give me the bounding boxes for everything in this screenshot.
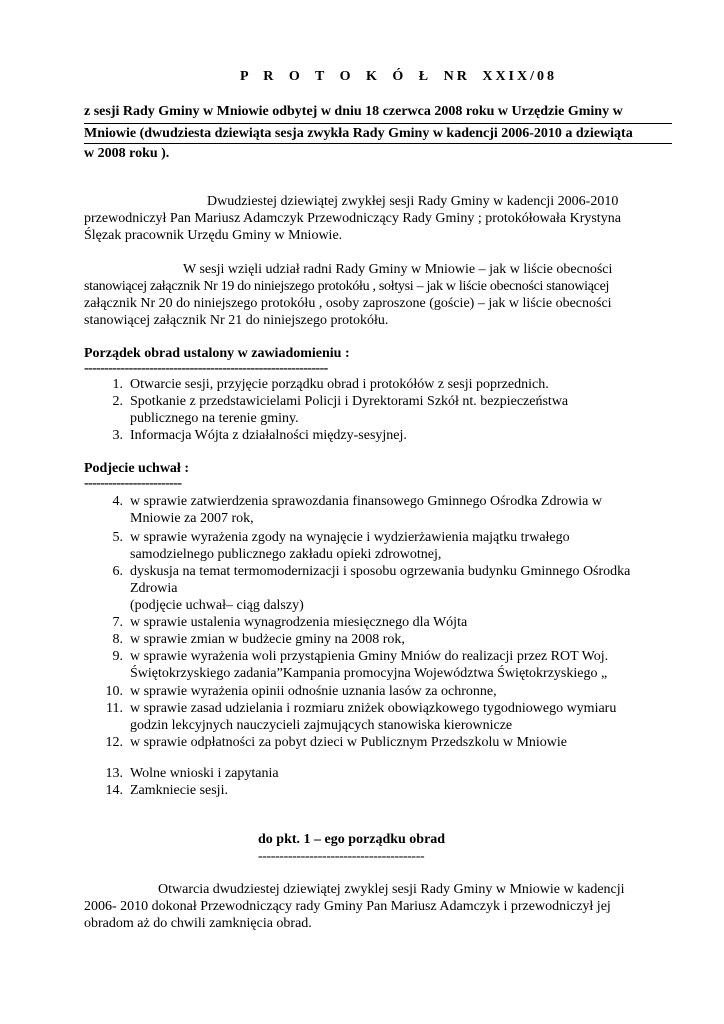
opening-paragraph-line-1: Otwarcia dwudziestej dziewiątej zwyklej sesji Rady Gminy w Mniowie w kadencji	[158, 882, 625, 897]
chair-paragraph-line-2: przewodniczył Pan Mariusz Adamczyk Przewodniczący Rady Gminy ; protokółowała Krystyna	[84, 211, 621, 226]
resolution-number: 9.	[112, 649, 123, 664]
resolution-number: 13.	[105, 766, 123, 781]
resolution-number: 11.	[106, 701, 123, 716]
resolution-text: w sprawie wyrażenia opinii odnośnie uznania lasów za ochronne,	[130, 684, 497, 699]
resolution-text: Zdrowia	[130, 581, 178, 596]
chair-paragraph-line-1: Dwudziestej dziewiątej zwykłej sesji Rady Gminy w kadencji 2006-2010	[207, 194, 619, 209]
resolution-text: w sprawie wyrażenia woli przystąpienia Gminy Mniów do realizacji przez ROT Woj.	[130, 649, 609, 664]
resolution-number: 4.	[112, 494, 123, 509]
resolution-number: 5.	[112, 530, 123, 545]
session-subtitle-line-1: z sesji Rady Gminy w Mniowie odbytej w dniu 18 czerwca 2008 roku w Urzędzie Gminy w	[84, 104, 623, 119]
resolution-text: w sprawie wyrażenia zgody na wynajęcie i wydzierżawienia majątku trwałego	[130, 530, 570, 545]
agenda-item-text: Spotkanie z przedstawicielami Policji i Dyrektorami Szkół nt. bezpieczeństwa	[130, 394, 569, 409]
agenda-item-number: 2.	[112, 394, 123, 409]
agenda-dashes: ------------------------------------------------------------	[84, 361, 328, 376]
subtitle-rule-1	[84, 123, 672, 124]
resolution-text: w sprawie odpłatności za pobyt dzieci w Publicznym Przedszkolu w Mniowie	[130, 735, 568, 750]
resolution-text: Mniowie za 2007 rok,	[130, 511, 254, 526]
chair-paragraph-line-3: Ślęzak pracownik Urzędu Gminy w Mniowie.	[84, 228, 343, 243]
resolution-number: 14.	[105, 783, 123, 798]
opening-paragraph-line-2: 2006- 2010 dokonał Przewodniczący rady Gminy Pan Mariusz Adamczyk i przewodniczył jej	[84, 899, 611, 914]
agenda-item-text: Informacja Wójta z działalności między-sesyjnej.	[130, 428, 407, 443]
resolution-text: Zamkniecie sesji.	[130, 783, 228, 798]
section-dashes: ---------------------------------------	[258, 849, 425, 864]
resolution-number: 10.	[105, 684, 123, 699]
resolution-text: Wolne wnioski i zapytania	[130, 766, 279, 781]
resolution-number: 7.	[112, 615, 123, 630]
session-subtitle-line-2: Mniowie (dwudziesta dziewiąta sesja zwykła Rady Gminy w kadencji 2006-2010 a dziewiąta	[84, 126, 633, 141]
resolution-text: w sprawie zmian w budżecie gminy na 2008 rok,	[130, 632, 405, 647]
resolutions-dashes: ------------------------	[84, 476, 182, 491]
resolution-text: w sprawie zasad udzielania i rozmiaru zniżek obowiązkowego tygodniowego wymiaru	[130, 701, 617, 716]
attendance-paragraph-line-2: stanowiącej załącznik Nr 19 do niniejszego protokółu , sołtysi – jak w liście obecności stanowiącej	[84, 279, 610, 294]
resolution-text: w sprawie ustalenia wynagrodzenia miesięcznego dla Wójta	[130, 615, 468, 630]
agenda-item-number: 1.	[112, 377, 123, 392]
resolution-text: (podjęcie uchwał– ciąg dalszy)	[130, 598, 304, 613]
opening-paragraph-line-3: obradom aż do chwili zamknięcia obrad.	[84, 916, 312, 931]
attendance-paragraph-line-1: W sesji wzięli udział radni Rady Gminy w Mniowie – jak w liście obecności	[183, 262, 613, 277]
agenda-item-text: publicznego na terenie gminy.	[130, 411, 299, 426]
resolution-number: 6.	[112, 564, 123, 579]
agenda-item-text: Otwarcie sesji, przyjęcie porządku obrad i protokółów z sesji poprzednich.	[130, 377, 549, 392]
attendance-paragraph-line-4: stanowiącej załącznik Nr 21 do niniejszego protokółu.	[84, 313, 389, 328]
attendance-paragraph-line-3: załącznik Nr 20 do niniejszego protokółu , osoby zaproszone (goście) – jak w liście obecności	[84, 296, 612, 311]
resolution-text: dyskusja na temat termomodernizacji i sposobu ogrzewania budynku Gminnego Ośrodka	[130, 564, 631, 579]
protocol-title: P R O T O K Ó Ł NR XXIX/08	[240, 69, 558, 84]
resolutions-heading: Podjecie uchwał :	[84, 461, 189, 476]
resolution-text: samodzielnego publicznego zakładu opieki zdrowotnej,	[130, 547, 442, 562]
resolution-number: 8.	[112, 632, 123, 647]
section-heading: do pkt. 1 – ego porządku obrad	[258, 832, 446, 847]
resolution-text: godzin lekcyjnych nauczycieli zajmujących stanowiska kierownicze	[130, 718, 513, 733]
subtitle-rule-2	[84, 143, 672, 144]
resolution-text: w sprawie zatwierdzenia sprawozdania finansowego Gminnego Ośrodka Zdrowia w	[130, 494, 602, 509]
agenda-item-number: 3.	[112, 428, 123, 443]
resolution-number: 12.	[105, 735, 123, 750]
resolution-text: Świętokrzyskiego zadania”Kampania promocyjna Województwa Świętokrzyskiego „	[130, 666, 608, 681]
agenda-heading: Porządek obrad ustalony w zawiadomieniu :	[84, 346, 350, 361]
session-subtitle-line-3: w 2008 roku ).	[84, 146, 170, 161]
